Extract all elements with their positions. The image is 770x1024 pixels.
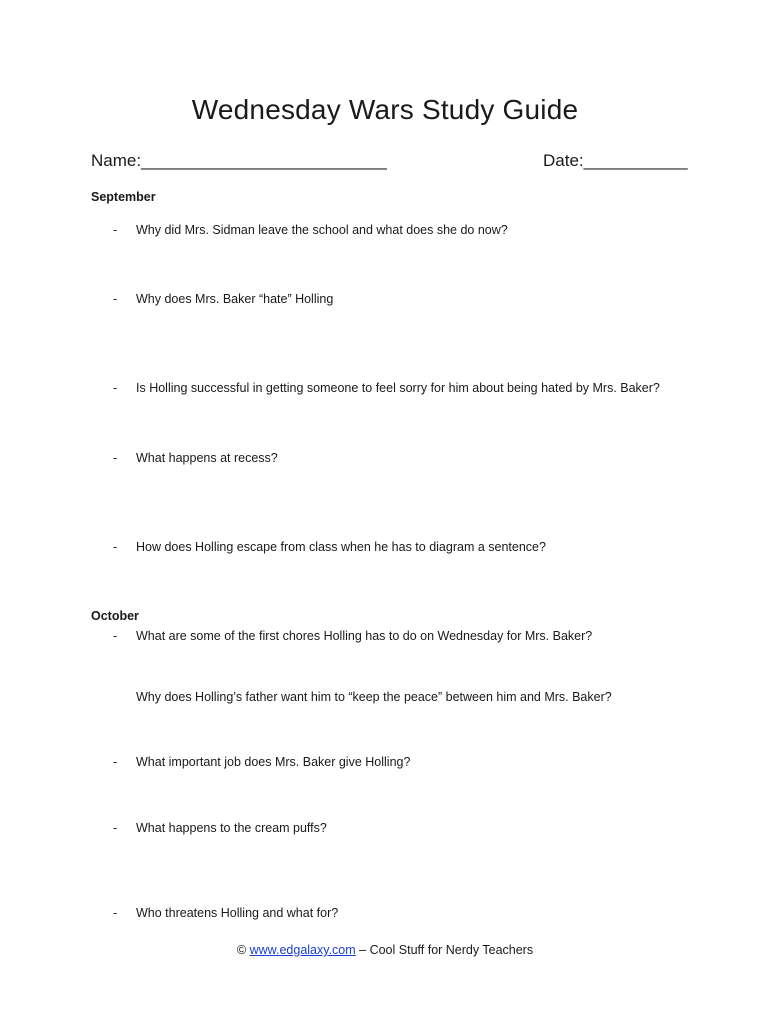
question-text: Is Holling successful in getting someone to feel sorry for him about being hated by Mrs. Baker?: [136, 381, 660, 395]
question-text: Who threatens Holling and what for?: [136, 906, 339, 920]
bullet-dash: -: [113, 292, 118, 306]
section-heading-october: October: [91, 609, 139, 623]
bullet-dash: -: [113, 906, 118, 920]
date-field[interactable]: Date:___________: [543, 151, 688, 170]
question-text: What important job does Mrs. Baker give Holling?: [136, 755, 411, 769]
question-text: What are some of the first chores Holling has to do on Wednesday for Mrs. Baker?: [136, 629, 593, 643]
question-text: Why does Mrs. Baker “hate” Holling: [136, 292, 334, 306]
bullet-dash: -: [113, 540, 118, 554]
question-text: What happens at recess?: [136, 451, 278, 465]
bullet-dash: -: [113, 451, 118, 465]
page-title: Wednesday Wars Study Guide: [191, 94, 579, 125]
bullet-dash: -: [113, 223, 118, 237]
footer: [0, 943, 770, 957]
question-text: Why did Mrs. Sidman leave the school and what does she do now?: [136, 223, 508, 237]
name-field[interactable]: Name:__________________________: [91, 151, 387, 170]
footer-tagline: – Cool Stuff for Nerdy Teachers: [359, 943, 534, 957]
bullet-dash: -: [113, 821, 118, 835]
section-heading-september: September: [91, 190, 156, 204]
question-text: Why does Holling’s father want him to “keep the peace” between him and Mrs. Baker?: [136, 690, 612, 704]
question-text: How does Holling escape from class when he has to diagram a sentence?: [136, 540, 546, 554]
copyright-symbol: ©: [236, 943, 247, 957]
bullet-dash: -: [113, 755, 118, 769]
website-link[interactable]: www.edgalaxy.com: [249, 943, 356, 957]
bullet-dash: -: [113, 629, 118, 643]
bullet-dash: -: [113, 381, 118, 395]
question-text: What happens to the cream puffs?: [136, 821, 327, 835]
